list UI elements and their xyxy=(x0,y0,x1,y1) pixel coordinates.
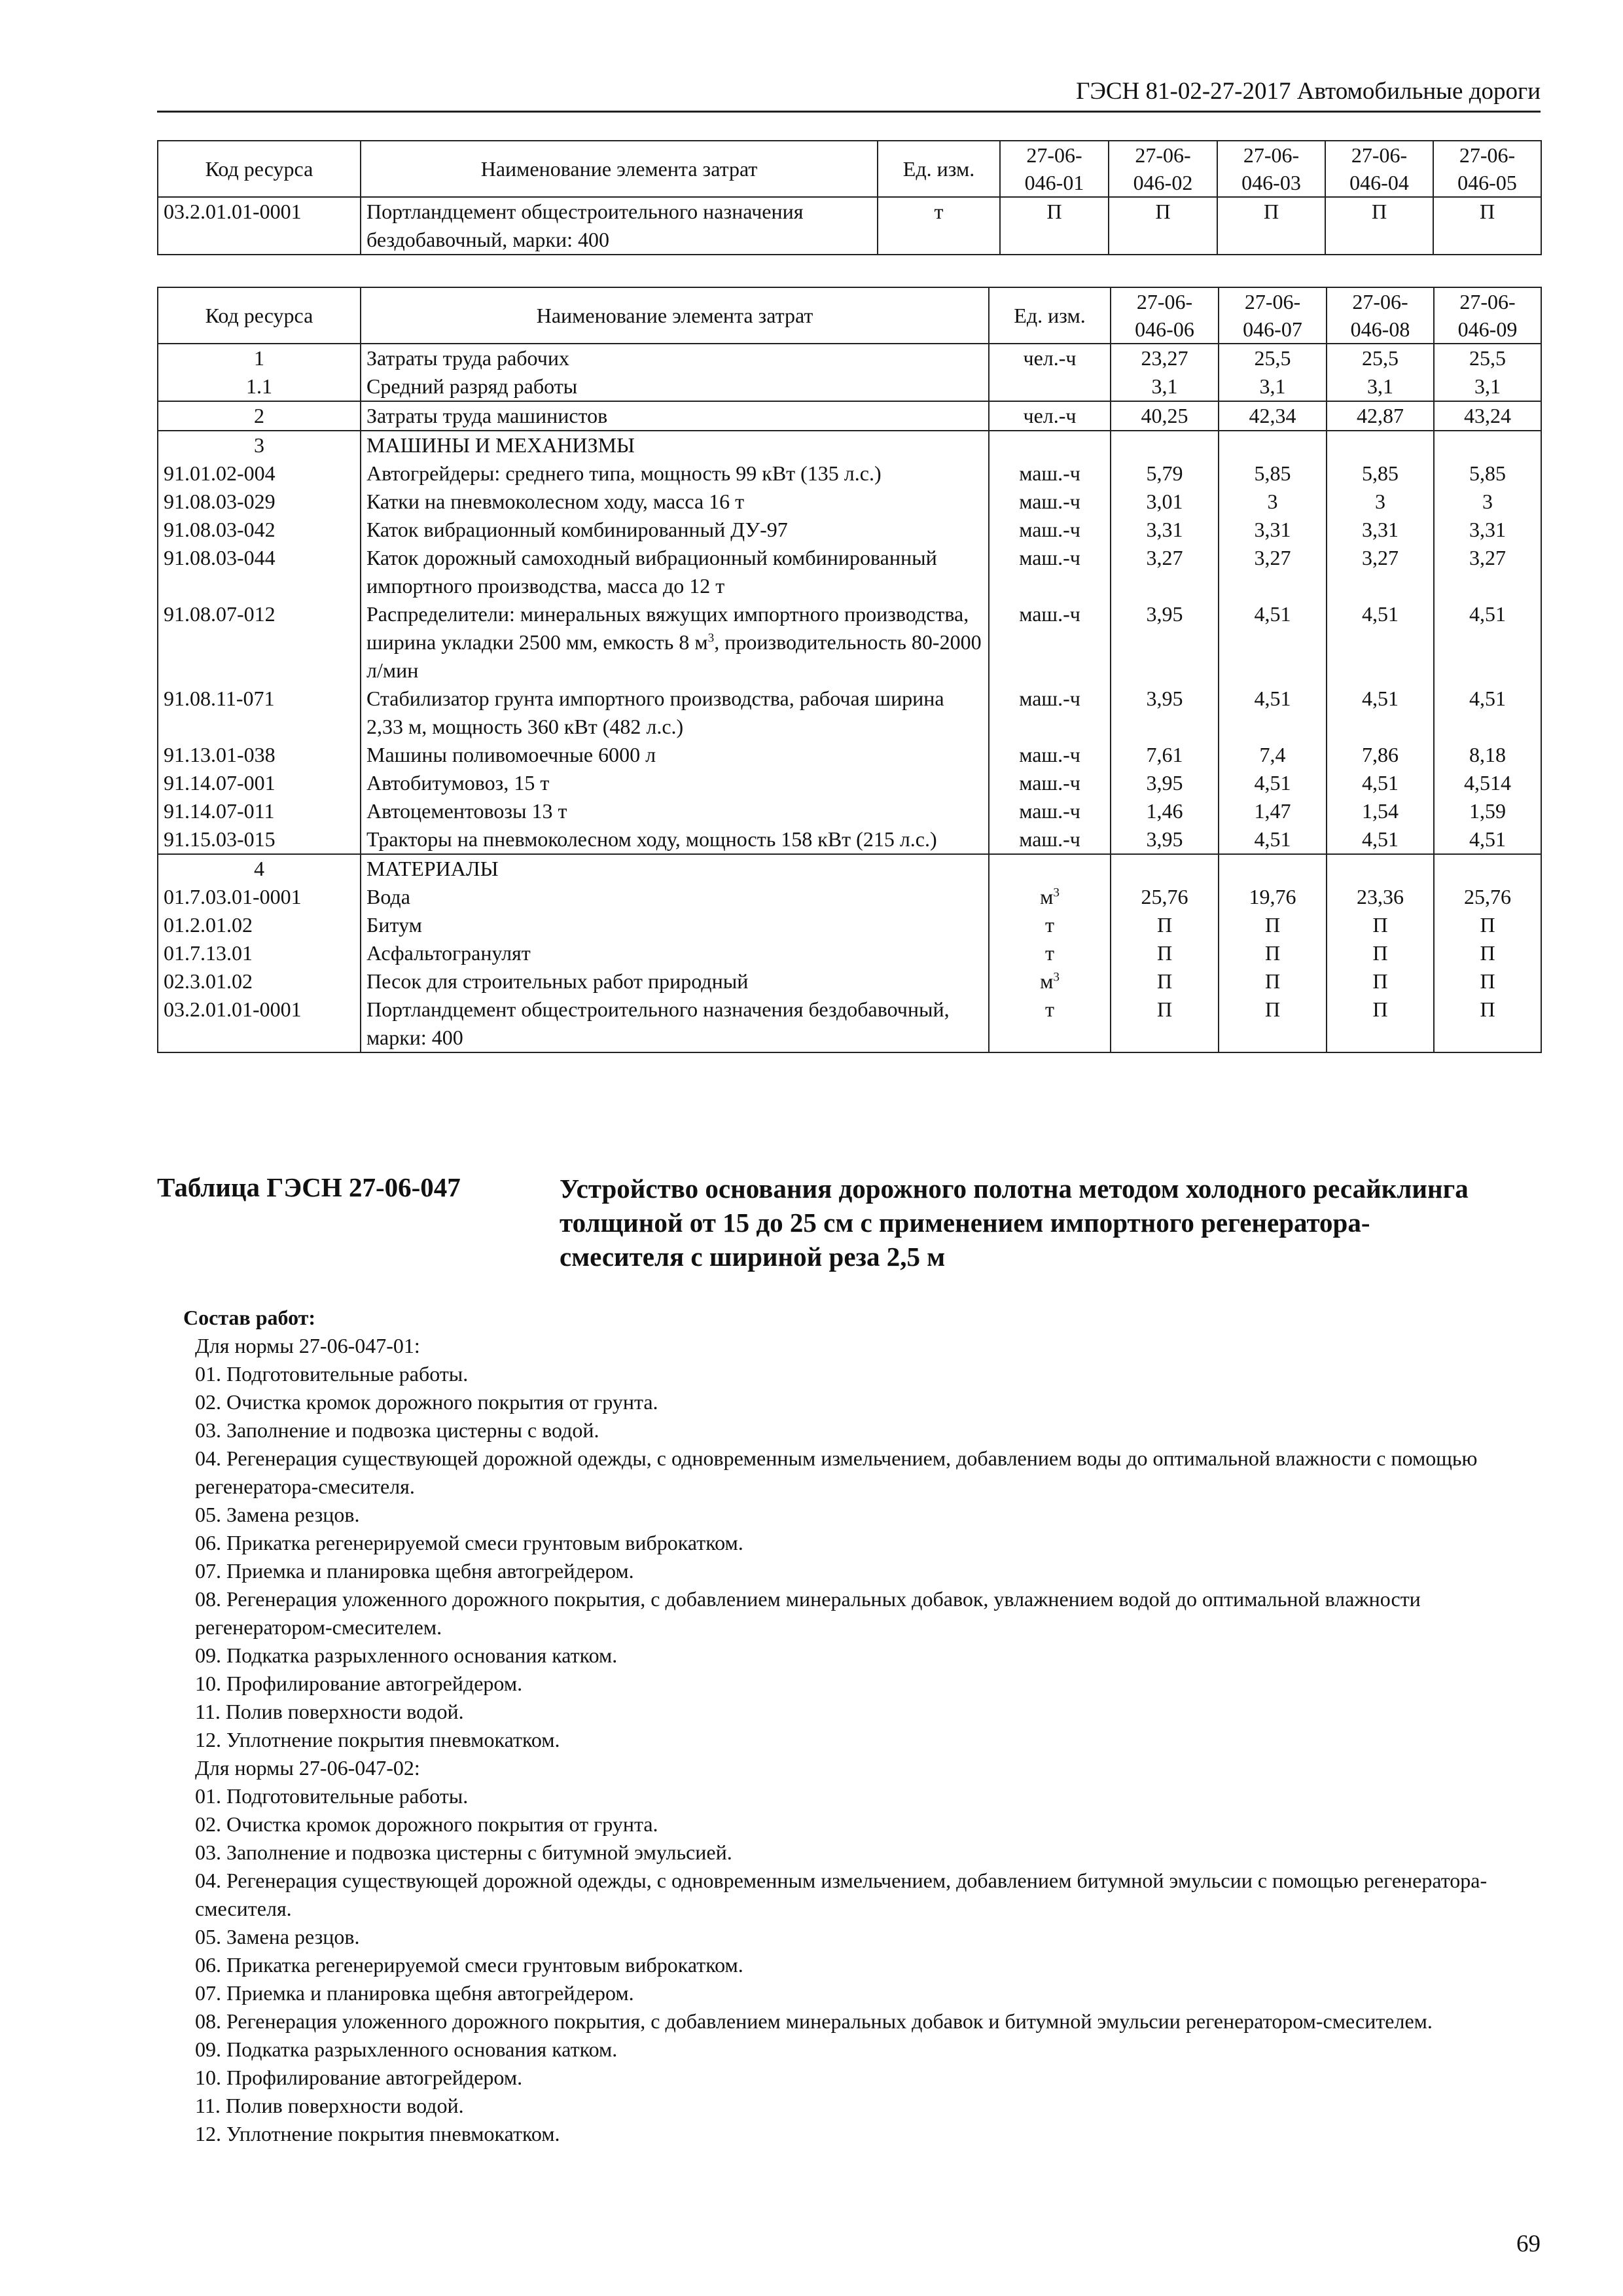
table-cell: МАТЕРИАЛЫ xyxy=(361,854,989,883)
table-row xyxy=(158,939,1541,967)
table-cell: Вода xyxy=(361,883,989,911)
work-step: 01. Подготовительные работы. xyxy=(195,1362,469,1386)
work-step: 03. Заполнение и подвозка цистерны с водой. xyxy=(195,1418,599,1442)
table-cell xyxy=(989,431,1111,459)
table-cell: маш.-ч xyxy=(989,459,1111,488)
table-cell: 3 xyxy=(1434,488,1541,516)
table-cell: маш.-ч xyxy=(989,769,1111,797)
table-cell: 1,46 xyxy=(1111,797,1219,825)
header-cell: 27-06- 046-06 xyxy=(1111,287,1219,344)
table-cell: П xyxy=(1111,996,1219,1052)
table-cell: П xyxy=(1217,197,1325,255)
table-row xyxy=(158,401,1541,431)
table-cell: 23,27 xyxy=(1111,344,1219,372)
header-cell: 27-06- 046-07 xyxy=(1219,287,1327,344)
table-row xyxy=(158,883,1541,911)
header-cell: Наименование элемента затрат xyxy=(361,287,989,344)
table-cell: чел.-ч xyxy=(989,401,1111,431)
table-cell: 7,86 xyxy=(1327,741,1434,769)
table-cell: 3,1 xyxy=(1111,372,1219,401)
table-cell: П xyxy=(1434,911,1541,939)
header-cell: 27-06- 046-08 xyxy=(1327,287,1434,344)
table-cell: 4,51 xyxy=(1434,685,1541,741)
header-cell: 27-06- 046-04 xyxy=(1325,141,1433,197)
table-cell: П xyxy=(1327,996,1434,1052)
table-row xyxy=(158,996,1541,1052)
work-step: 05. Замена резцов. xyxy=(195,1925,360,1948)
header-cell: 27-06- 046-09 xyxy=(1434,287,1541,344)
table-cell: 3 xyxy=(1219,488,1327,516)
work-step: 06. Прикатка регенерируемой смеси грунтовым виброкатком. xyxy=(195,1531,743,1554)
table-row xyxy=(158,197,1541,255)
table-cell: 25,76 xyxy=(1434,883,1541,911)
table-cell: 8,18 xyxy=(1434,741,1541,769)
work-step: 02. Очистка кромок дорожного покрытия от грунта. xyxy=(195,1390,658,1414)
table-cell: Портландцемент общестроительного назначения бездобавочный, марки: 400 xyxy=(361,996,989,1052)
work-step: 09. Подкатка разрыхленного основания катком. xyxy=(195,1643,618,1667)
table-cell: 4,51 xyxy=(1219,825,1327,854)
work-step: 02. Очистка кромок дорожного покрытия от грунта. xyxy=(195,1812,658,1836)
table-cell: 1.1 xyxy=(158,372,361,401)
table-cell: 4,51 xyxy=(1327,769,1434,797)
table-cell: маш.-ч xyxy=(989,741,1111,769)
table-cell: маш.-ч xyxy=(989,685,1111,741)
table-cell: 4,51 xyxy=(1434,825,1541,854)
table-cell: 3,95 xyxy=(1111,600,1219,685)
header-cell: Код ресурса xyxy=(158,287,361,344)
work-step: 12. Уплотнение покрытия пневмокатком. xyxy=(195,1728,560,1751)
table-cell: 4,51 xyxy=(1219,600,1327,685)
table-label: Таблица ГЭСН 27-06-047 xyxy=(157,1172,461,1202)
header-cell: 27-06- 046-05 xyxy=(1433,141,1541,197)
table-cell xyxy=(1111,431,1219,459)
table-cell: чел.-ч xyxy=(989,344,1111,372)
header-cell: 27-06- 046-02 xyxy=(1109,141,1217,197)
table-row xyxy=(158,344,1541,372)
table-cell: 5,85 xyxy=(1327,459,1434,488)
table-cell: 5,85 xyxy=(1219,459,1327,488)
table-cell: 3,27 xyxy=(1434,544,1541,600)
table-cell: 01.7.13.01 xyxy=(158,939,361,967)
table-cell: 3,31 xyxy=(1111,516,1219,544)
table-row xyxy=(158,488,1541,516)
table-cell: 3 xyxy=(158,431,361,459)
table-cell: 1,59 xyxy=(1434,797,1541,825)
table-cell: Асфальтогранулят xyxy=(361,939,989,967)
table-cell: 3,31 xyxy=(1327,516,1434,544)
table-cell: Машины поливомоечные 6000 л xyxy=(361,741,989,769)
table-cell xyxy=(989,854,1111,883)
table-cell: маш.-ч xyxy=(989,544,1111,600)
table-row xyxy=(158,516,1541,544)
table-cell: 1,54 xyxy=(1327,797,1434,825)
table-row xyxy=(158,431,1541,459)
table-cell: 3,01 xyxy=(1111,488,1219,516)
table-cell: Затраты труда машинистов xyxy=(361,401,989,431)
table-cell: П xyxy=(1433,197,1541,255)
page-number: 69 xyxy=(1516,2231,1541,2257)
resource-table-046-06-09 xyxy=(157,287,1542,1053)
table-cell: маш.-ч xyxy=(989,825,1111,854)
table-cell: $м^3$ xyxy=(989,967,1111,996)
table-cell: 91.14.07-001 xyxy=(158,769,361,797)
table-cell: 91.13.01-038 xyxy=(158,741,361,769)
header-cell: Ед. изм. xyxy=(989,287,1111,344)
header-cell: Код ресурса xyxy=(158,141,361,197)
table-row xyxy=(158,741,1541,769)
table-cell: 91.08.03-042 xyxy=(158,516,361,544)
table-cell: Каток вибрационный комбинированный ДУ-97 xyxy=(361,516,989,544)
table-cell xyxy=(1219,854,1327,883)
table-cell: 91.08.03-044 xyxy=(158,544,361,600)
work-step: 11. Полив поверхности водой. xyxy=(195,2094,464,2117)
table-cell: Средний разряд работы xyxy=(361,372,989,401)
table-cell: 03.2.01.01-0001 xyxy=(158,996,361,1052)
table-cell: П xyxy=(1111,911,1219,939)
table-row xyxy=(158,911,1541,939)
work-step: 08. Регенерация уложенного дорожного покрытия, с добавлением минеральных добавок и битумной эмульсии регенератором-смесителем. xyxy=(195,2009,1433,2033)
work-composition-heading: Состав работ: xyxy=(183,1306,316,1329)
table-cell: П xyxy=(1219,967,1327,996)
table-cell: 01.2.01.02 xyxy=(158,911,361,939)
table-cell: П xyxy=(1434,939,1541,967)
table-row xyxy=(158,459,1541,488)
table-cell: П xyxy=(1219,911,1327,939)
table-cell: 42,34 xyxy=(1219,401,1327,431)
table-cell: 25,5 xyxy=(1219,344,1327,372)
table-cell: Автобитумовоз, 15 т xyxy=(361,769,989,797)
table-header-row xyxy=(158,287,1541,344)
table-cell: Каток дорожный самоходный вибрационный комбинированный импортного производства, масса до 12 т xyxy=(361,544,989,600)
resource-table-046-01-05 xyxy=(157,140,1542,255)
table-cell: Портландцемент общестроительного назначения бездобавочный, марки: 400 xyxy=(361,197,878,255)
table-cell: маш.-ч xyxy=(989,516,1111,544)
table-cell xyxy=(1434,431,1541,459)
table-cell: 3,31 xyxy=(1434,516,1541,544)
header-cell: Ед. изм. xyxy=(878,141,1000,197)
table-cell: 03.2.01.01-0001 xyxy=(158,197,361,255)
table-cell: 40,25 xyxy=(1111,401,1219,431)
table-cell: П xyxy=(1219,939,1327,967)
table-cell: 3,27 xyxy=(1327,544,1434,600)
table-row xyxy=(158,372,1541,401)
table-cell: т xyxy=(989,939,1111,967)
work-step: 10. Профилирование автогрейдером. xyxy=(195,1672,523,1695)
table-row xyxy=(158,685,1541,741)
table-cell: Затраты труда рабочих xyxy=(361,344,989,372)
table-cell: МАШИНЫ И МЕХАНИЗМЫ xyxy=(361,431,989,459)
work-step: 11. Полив поверхности водой. xyxy=(195,1700,464,1723)
header-cell: 27-06- 046-01 xyxy=(1000,141,1109,197)
table-cell: Распределители: минеральных вяжущих импортного производства, ширина укладки 2500 мм, емкость 8 $м^3$, производительность 80-2000 л/мин xyxy=(361,600,989,685)
table-cell: т xyxy=(989,911,1111,939)
table-cell: т xyxy=(989,996,1111,1052)
table-cell: П xyxy=(1327,939,1434,967)
norm-title: Для нормы 27-06-047-01: xyxy=(195,1334,420,1357)
table-cell: 4 xyxy=(158,854,361,883)
table-cell: 5,85 xyxy=(1434,459,1541,488)
work-composition xyxy=(183,1304,1543,2148)
table-cell xyxy=(1434,854,1541,883)
table-cell: 91.01.02-004 xyxy=(158,459,361,488)
table-cell: Катки на пневмоколесном ходу, масса 16 т xyxy=(361,488,989,516)
table-cell: $м^3$ xyxy=(989,883,1111,911)
table-cell xyxy=(1219,431,1327,459)
table-cell xyxy=(1111,854,1219,883)
table-cell: 02.3.01.02 xyxy=(158,967,361,996)
work-step: 04. Регенерация существующей дорожной одежды, с одновременным измельчением, добавлением битумной эмульсии с помощью регенератора-смесителя. xyxy=(195,1869,1488,1920)
work-step: 07. Приемка и планировка щебня автогрейдером. xyxy=(195,1981,634,2005)
table-cell: 3,27 xyxy=(1111,544,1219,600)
table-cell: 7,4 xyxy=(1219,741,1327,769)
table-cell xyxy=(1327,854,1434,883)
table-cell: 4,51 xyxy=(1219,769,1327,797)
table-header-row xyxy=(158,141,1541,197)
table-cell: маш.-ч xyxy=(989,797,1111,825)
table-cell: 5,79 xyxy=(1111,459,1219,488)
table-cell: маш.-ч xyxy=(989,488,1111,516)
table-cell: Автогрейдеры: среднего типа, мощность 99 кВт (135 л.с.) xyxy=(361,459,989,488)
table-cell: П xyxy=(1327,911,1434,939)
table-cell: П xyxy=(1434,996,1541,1052)
table-cell: 3,95 xyxy=(1111,769,1219,797)
table-cell: 4,514 xyxy=(1434,769,1541,797)
work-step: 07. Приемка и планировка щебня автогрейдером. xyxy=(195,1559,634,1583)
table-cell: П xyxy=(1111,939,1219,967)
work-step: 09. Подкатка разрыхленного основания катком. xyxy=(195,2037,618,2061)
table-cell: 3,1 xyxy=(1219,372,1327,401)
work-step: 06. Прикатка регенерируемой смеси грунтовым виброкатком. xyxy=(195,1953,743,1977)
table-cell: П xyxy=(1327,967,1434,996)
table-row xyxy=(158,967,1541,996)
table-cell: П xyxy=(1109,197,1217,255)
norm-title: Для нормы 27-06-047-02: xyxy=(195,1756,420,1780)
table-cell: 1,47 xyxy=(1219,797,1327,825)
table-cell: 4,51 xyxy=(1219,685,1327,741)
work-step: 10. Профилирование автогрейдером. xyxy=(195,2066,523,2089)
work-composition-list xyxy=(195,1332,1543,2148)
table-row xyxy=(158,769,1541,797)
table-row xyxy=(158,600,1541,685)
table-cell: 1 xyxy=(158,344,361,372)
table-cell: П xyxy=(1325,197,1433,255)
table-cell: 3,1 xyxy=(1434,372,1541,401)
table-cell: 42,87 xyxy=(1327,401,1434,431)
table-cell: 01.7.03.01-0001 xyxy=(158,883,361,911)
table-cell: П xyxy=(1111,967,1219,996)
table-cell: Автоцементовозы 13 т xyxy=(361,797,989,825)
table-title: Устройство основания дорожного полотна методом холодного ресайклинга толщиной от 15 до 25 см с применением импортного регенератора-смесителя с шириной реза 2,5 м xyxy=(560,1174,1469,1272)
table-cell: 91.14.07-011 xyxy=(158,797,361,825)
table-cell: 4,51 xyxy=(1327,685,1434,741)
table-row xyxy=(158,854,1541,883)
table-cell: т xyxy=(878,197,1000,255)
table-cell: 3,95 xyxy=(1111,685,1219,741)
table-cell: 91.08.07-012 xyxy=(158,600,361,685)
table-cell: 2 xyxy=(158,401,361,431)
table-row xyxy=(158,797,1541,825)
table-cell: 43,24 xyxy=(1434,401,1541,431)
table-row xyxy=(158,825,1541,854)
work-step: 12. Уплотнение покрытия пневмокатком. xyxy=(195,2122,560,2145)
table-cell: П xyxy=(1434,967,1541,996)
work-step: 05. Замена резцов. xyxy=(195,1503,360,1526)
running-header: ГЭСН 81-02-27-2017 Автомобильные дороги xyxy=(157,77,1541,113)
table-cell: маш.-ч xyxy=(989,600,1111,685)
work-step: 01. Подготовительные работы. xyxy=(195,1784,469,1808)
work-step: 04. Регенерация существующей дорожной одежды, с одновременным измельчением, добавлением воды до оптимальной влажности с помощью регенератора-смесителя. xyxy=(195,1446,1483,1498)
header-cell: Наименование элемента затрат xyxy=(361,141,878,197)
table-cell: П xyxy=(1000,197,1109,255)
table-cell: 91.08.11-071 xyxy=(158,685,361,741)
table-cell xyxy=(989,372,1111,401)
table-row xyxy=(158,544,1541,600)
table-cell: 7,61 xyxy=(1111,741,1219,769)
table-cell: П xyxy=(1219,996,1327,1052)
table-cell: 25,76 xyxy=(1111,883,1219,911)
table-cell: Битум xyxy=(361,911,989,939)
table-cell: 4,51 xyxy=(1327,825,1434,854)
table-cell: Тракторы на пневмоколесном ходу, мощность 158 кВт (215 л.с.) xyxy=(361,825,989,854)
table-cell: 3,1 xyxy=(1327,372,1434,401)
header-cell: 27-06- 046-03 xyxy=(1217,141,1325,197)
table-cell xyxy=(1327,431,1434,459)
table-cell: 91.08.03-029 xyxy=(158,488,361,516)
table-cell: 4,51 xyxy=(1434,600,1541,685)
table-cell: Стабилизатор грунта импортного производства, рабочая ширина 2,33 м, мощность 360 кВт (482 л.с.) xyxy=(361,685,989,741)
table-cell: 25,5 xyxy=(1434,344,1541,372)
table-cell: 3 xyxy=(1327,488,1434,516)
work-step: 08. Регенерация уложенного дорожного покрытия, с добавлением минеральных добавок, увлажнением водой до оптимальной влажности регенератором-смесителем. xyxy=(195,1587,1426,1639)
table-cell: 91.15.03-015 xyxy=(158,825,361,854)
table-cell: 3,31 xyxy=(1219,516,1327,544)
table-cell: 19,76 xyxy=(1219,883,1327,911)
table-cell: Песок для строительных работ природный xyxy=(361,967,989,996)
table-cell: 23,36 xyxy=(1327,883,1434,911)
table-cell: 4,51 xyxy=(1327,600,1434,685)
table-cell: 3,95 xyxy=(1111,825,1219,854)
table-cell: 3,27 xyxy=(1219,544,1327,600)
table-cell: 25,5 xyxy=(1327,344,1434,372)
work-step: 03. Заполнение и подвозка цистерны с битумной эмульсией. xyxy=(195,1840,732,1864)
